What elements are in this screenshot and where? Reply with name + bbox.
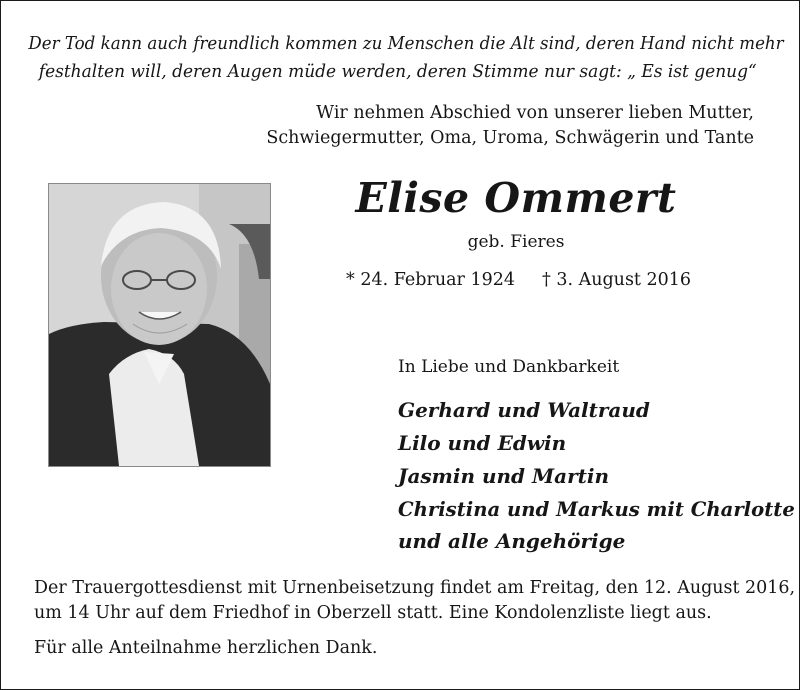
mourner-name: Jasmin und Martin [398, 464, 609, 488]
motto-line-1: Der Tod kann auch freundlich kommen zu Menschen die Alt sind, deren Hand nicht mehr [28, 33, 784, 54]
mourners-intro: In Liebe und Dankbarkeit [398, 357, 620, 377]
portrait-photo [48, 183, 271, 467]
mourner-name: Lilo und Edwin [398, 431, 567, 455]
intro-line-2: Schwiegermutter, Oma, Uroma, Schwägerin und Tante [266, 128, 754, 148]
mourner-name: Christina und Markus mit Charlotte [398, 497, 795, 521]
mourner-name: Gerhard und Waltraud [398, 398, 650, 422]
thanks-line: Für alle Anteilnahme herzlichen Dank. [34, 638, 378, 658]
mourner-name: und alle Angehörige [398, 529, 626, 553]
deceased-name: Elise Ommert [355, 174, 677, 222]
death-date: † 3. August 2016 [542, 270, 692, 290]
birth-date: * 24. Februar 1924 [346, 270, 515, 290]
service-info-line-2: um 14 Uhr auf dem Friedhof in Oberzell statt. Eine Kondolenzliste liegt aus. [34, 603, 712, 623]
intro-line-1: Wir nehmen Abschied von unserer lieben Mutter, [316, 103, 754, 123]
service-info-line-1: Der Trauergottesdienst mit Urnenbeisetzung findet am Freitag, den 12. August 2016, [34, 578, 796, 598]
maiden-name: geb. Fieres [467, 232, 565, 252]
motto-line-2: festhalten will, deren Augen müde werden, deren Stimme nur sagt: „ Es ist genug“ [38, 61, 757, 82]
